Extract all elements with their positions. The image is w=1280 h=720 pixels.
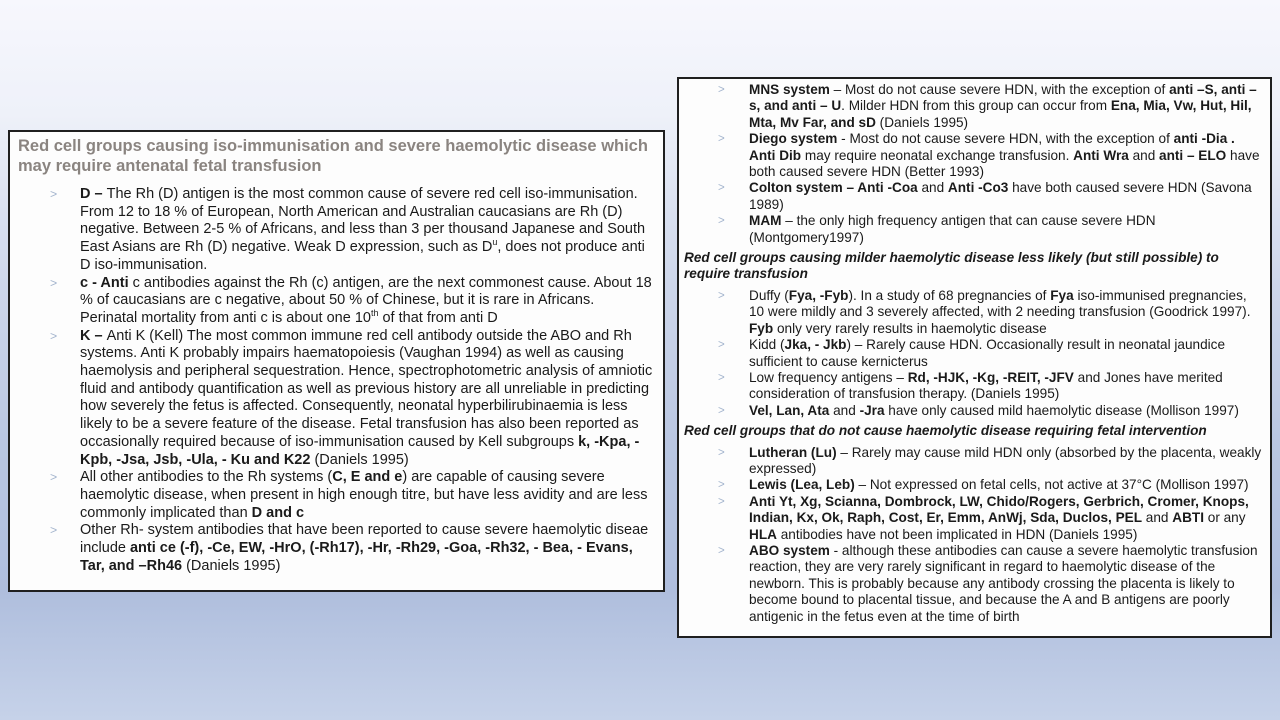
text-segment: - although these antibodies can cause a severe haemolytic transfusion reaction, they are very rarely significant in regard to haemolytic disease of the newborn. This is probably because any antibody crossing the placenta is likely to become bound to placental tissue, and because the A and B antigens are poorly antigenic in the fetus even at the time of birth [749, 542, 1258, 624]
bullet-chevron-icon: > [718, 215, 725, 228]
text-segment: The Rh (D) antigen is the most common cause of severe red cell iso-immunisation. From 12 to 18 % of European, North American and Australian caucasians are Rh (D) negative. Between 2-5 % of Africans, and less than 3 per thousand Japanese and South East Asians are Rh (D) negative. Weak D expression, such as D [80, 186, 646, 256]
bullet-chevron-icon: > [718, 371, 725, 384]
left-box-title: Red cell groups causing iso-immunisation and severe haemolytic disease which may require antenatal fetal transfusion [18, 137, 648, 175]
text-segment: Vel, Lan, Ata [749, 402, 830, 418]
section-heading: Red cell groups causing milder haemolytic disease less likely (but still possible) to require transfusion [684, 250, 1219, 282]
bullet-chevron-icon: > [718, 446, 725, 459]
section-heading: Red cell groups that do not cause haemolytic disease requiring fetal intervention [684, 423, 1207, 439]
bullet-chevron-icon: > [50, 328, 58, 343]
text-segment: D and c [251, 504, 305, 521]
text-segment: Jka, - Jkb [784, 337, 847, 353]
bullet-text [80, 328, 655, 470]
text-segment: or any [1203, 510, 1246, 526]
bullet-chevron-icon: > [718, 182, 725, 195]
text-segment: ) are capable of causing severe haemolytic disease, when present in high enough titre, but have less avidity and are less commonly implicated than [80, 469, 648, 521]
text-segment: (Daniels 1995) [182, 557, 281, 574]
text-segment: only very rarely results in haemolytic disease [773, 320, 1047, 336]
bullet-text [749, 82, 1264, 131]
text-segment: ) – Rarely cause HDN. Occasionally result in neonatal jaundice sufficient to cause kernicterus [749, 337, 1226, 369]
bullet-item [684, 131, 1264, 180]
text-segment: c - Anti [80, 274, 133, 291]
bullet-text [80, 186, 655, 275]
bullet-item [684, 494, 1264, 543]
bullet-chevron-icon: > [718, 404, 725, 417]
text-segment: - Most do not cause severe HDN, with the exception of [837, 131, 1174, 147]
text-segment: ABO system [749, 542, 830, 558]
text-segment: anti –S, anti –s, and anti – U [749, 82, 1257, 114]
text-segment: and [829, 402, 860, 418]
text-segment: MNS system [749, 82, 830, 97]
text-segment: Duffy ( [749, 287, 789, 303]
bullet-chevron-icon: > [50, 275, 58, 290]
text-segment: – Not expressed on fetal cells, not active at 37°C (Mollison 1997) [854, 477, 1249, 493]
text-segment: ). In a study of 68 pregnancies of [848, 287, 1051, 303]
bullet-chevron-icon: > [718, 289, 725, 302]
text-segment: Ena, Mia, Vw, Hut, Hil, Mta, Mv Far, and sD [749, 98, 1252, 130]
bullet-item [16, 522, 655, 575]
bullet-item [684, 543, 1264, 625]
text-segment: Low frequency antigens – [749, 369, 908, 385]
left-box-bullets [16, 186, 655, 575]
right-textbox [677, 77, 1272, 638]
text-segment: Fya, -Fyb [788, 287, 849, 303]
bullet-text [749, 288, 1264, 337]
text-segment: and [1142, 510, 1173, 526]
text-segment: and [917, 180, 948, 196]
bullet-text [749, 494, 1264, 543]
text-segment: have only caused mild haemolytic disease (Mollison 1997) [884, 402, 1239, 418]
text-segment: Kidd ( [749, 337, 785, 353]
text-segment: D – [80, 186, 107, 202]
text-segment: Diego system [749, 131, 838, 147]
bullet-text [749, 337, 1264, 370]
bullet-item [16, 328, 655, 470]
text-segment: (Daniels 1995) [875, 114, 969, 130]
bullet-item [16, 469, 655, 522]
bullet-chevron-icon: > [50, 470, 58, 485]
bullet-chevron-icon: > [50, 187, 58, 201]
bullet-text [749, 445, 1264, 478]
bullet-group [684, 82, 1264, 246]
bullet-item [684, 213, 1264, 246]
text-segment: anti -Dia . Anti Dib [749, 131, 1235, 163]
text-segment: – the only high frequency antigen that can cause severe HDN (Montgomery1997) [749, 213, 1156, 245]
bullet-item [684, 370, 1264, 403]
bullet-text [749, 370, 1264, 403]
text-segment: have both caused severe HDN (Better 1993) [749, 147, 1260, 180]
text-segment: Colton system – Anti -Coa [749, 180, 918, 196]
text-segment: c antibodies against the Rh (c) antigen, are the next commonest cause. About 18 % of caucasians are c negative, about 50 % of Chinese, but it is rare in Africans. Perinatal mortality from anti c is about one 10 [80, 274, 652, 326]
bullet-text [80, 275, 655, 328]
text-segment: Fyb [749, 320, 774, 336]
bullet-text [749, 180, 1264, 213]
text-segment: K – [80, 327, 107, 344]
text-segment: – Rarely may cause mild HDN only (absorbed by the placenta, weakly expressed) [749, 444, 1262, 476]
bullet-chevron-icon: > [718, 544, 725, 557]
text-segment: of that from anti D [378, 309, 498, 326]
text-segment: Anti Yt, Xg, Scianna, Dombrock, LW, Chido/Rogers, Gerbrich, Cromer, Knops, Indian, Kx, Ok, Raph, Cost, Er, Emm, AnWj, Sda, Duclos, PEL [749, 493, 1249, 526]
text-segment: (Daniels 1995) [310, 451, 409, 468]
left-textbox [8, 130, 665, 592]
text-segment: Fya [1050, 287, 1074, 303]
text-segment: – Most do not cause severe HDN, with the exception of [829, 82, 1170, 97]
text-segment: anti ce (-f), -Ce, EW, -HrO, (-Rh17), -Hr, -Rh29, -Goa, -Rh32, - Bea, - Evans, Tar, and –Rh46 [80, 540, 633, 574]
bullet-text [80, 469, 655, 522]
text-segment: , does not produce anti D iso-immunisation. [80, 239, 645, 273]
text-segment: C, E and e [332, 469, 403, 486]
text-segment: Other Rh- system antibodies that have been reported to cause severe haemolytic diseae include [80, 522, 649, 557]
text-segment: k, -Kpa, -Kpb, -Jsa, Jsb, -Ula, - Ku and K22 [80, 433, 640, 468]
bullet-chevron-icon: > [718, 84, 725, 96]
bullet-item [684, 82, 1264, 131]
text-segment: Anti -Co3 [947, 180, 1009, 196]
text-segment: Anti Wra [1073, 147, 1129, 163]
bullet-item [684, 180, 1264, 213]
bullet-text [749, 477, 1264, 493]
text-segment: -Jra [859, 402, 885, 418]
text-segment: All other antibodies to the Rh systems ( [80, 469, 333, 486]
bullet-text [749, 403, 1264, 419]
text-segment: th [370, 308, 379, 319]
bullet-group [684, 288, 1264, 419]
bullet-item [684, 288, 1264, 337]
bullet-text [80, 522, 655, 575]
bullet-item [684, 337, 1264, 370]
text-segment: ABTI [1172, 510, 1204, 526]
text-segment: Anti K (Kell) The most common immune red cell antibody outside the ABO and Rh systems. Anti K probably impairs haematopoiesis (Vaughan 1994) as well as causing haemolysis and peripheral sequestration. Hence, spectrophotometric analysis of amniotic fluid and antibody quantification as well as previous history are all unreliable in predicting how severely the fetus is affected. Consequently, neonatal hyperbilirubinaemia is less likely to be a severe feature of the disease. Fetal transfusion has also been reported as occasionally required because of iso-immunisation caused by Kell subgroups [80, 327, 653, 450]
bullet-chevron-icon: > [718, 479, 725, 492]
text-segment: have both caused severe HDN (Savona 1989) [749, 180, 1252, 212]
bullet-item [16, 186, 655, 275]
text-segment: MAM [749, 213, 782, 229]
text-segment: and [1128, 147, 1160, 163]
bullet-chevron-icon: > [718, 495, 725, 508]
right-box-sections [684, 82, 1264, 625]
text-segment: Lewis (Lea, Leb) [749, 477, 855, 493]
bullet-item [684, 477, 1264, 493]
text-segment: . Milder HDN from this group can occur from [841, 98, 1111, 114]
bullet-chevron-icon: > [50, 523, 58, 538]
bullet-group [684, 445, 1264, 625]
bullet-chevron-icon: > [718, 133, 725, 146]
bullet-text [749, 543, 1264, 625]
text-segment: u [492, 237, 498, 248]
text-segment: iso-immunised pregnancies, 10 were mildly and 3 severely affected, with 2 needing transfusion (Goodrick 1997). [749, 287, 1251, 320]
text-segment: Lutheran (Lu) [749, 444, 837, 460]
bullet-text [749, 131, 1264, 180]
text-segment: and Jones have merited consideration of transfusion therapy. (Daniels 1995) [749, 369, 1223, 402]
bullet-chevron-icon: > [718, 339, 725, 352]
bullet-item [16, 275, 655, 328]
text-segment: Rd, -HJK, -Kg, -REIT, -JFV [907, 369, 1074, 385]
text-segment: antibodies have not been implicated in HDN (Daniels 1995) [776, 526, 1138, 542]
bullet-text [749, 213, 1264, 246]
text-segment: anti – ELO [1159, 147, 1227, 163]
text-segment: HLA [749, 526, 777, 542]
bullet-item [684, 445, 1264, 478]
bullet-item [684, 403, 1264, 419]
text-segment: may require neonatal exchange transfusion. [801, 147, 1074, 163]
